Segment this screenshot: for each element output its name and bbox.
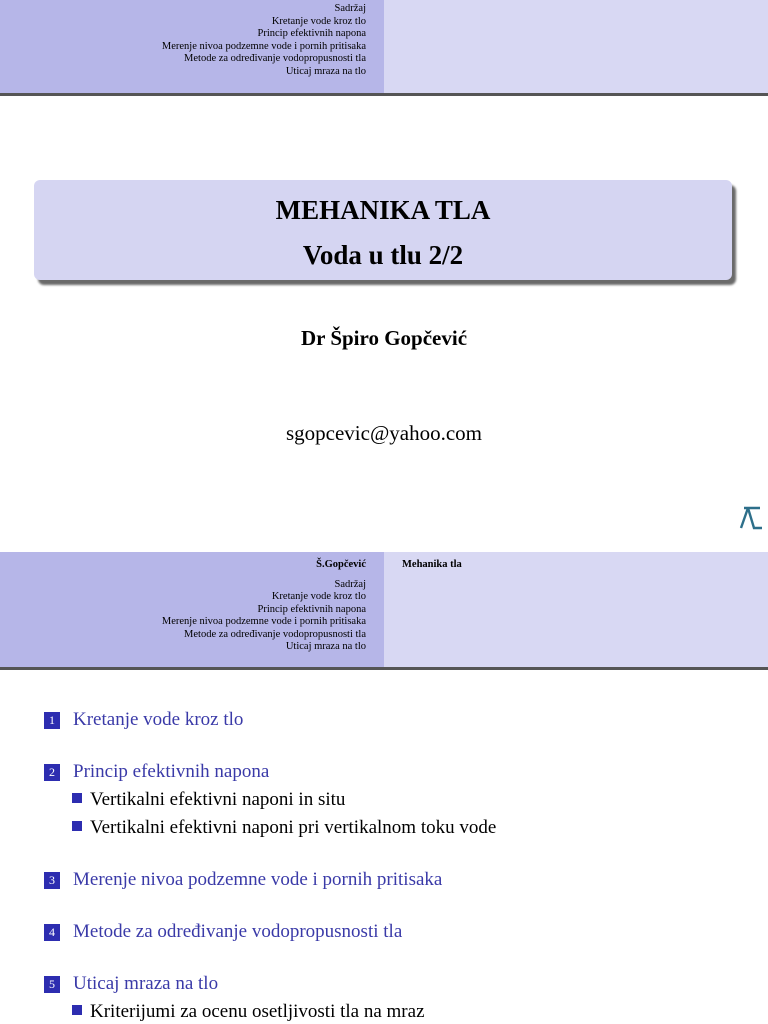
section-number-badge: 5 [44, 976, 60, 993]
title-box [34, 180, 732, 280]
bullet-square-icon [72, 1005, 82, 1015]
toc-subsection[interactable] [72, 817, 496, 839]
section-nav [0, 552, 384, 667]
nav-item-kretanje[interactable]: Kretanje vode kroz tlo [271, 15, 366, 27]
toc-subsection[interactable] [72, 789, 496, 811]
headline-bar [0, 0, 768, 93]
headline-right [384, 0, 768, 93]
toc-section-2[interactable] [44, 761, 496, 783]
contents-slide [0, 552, 768, 1024]
nav-item-merenje[interactable]: Merenje nivoa podzemne vode i pornih pritisaka [161, 40, 366, 52]
section-number-badge: 2 [44, 764, 60, 781]
bullet-square-icon [72, 821, 82, 831]
toc-subsection[interactable] [72, 1001, 496, 1023]
subsection-title: Vertikalni efektivni naponi in situ [90, 789, 346, 810]
bullet-square-icon [72, 793, 82, 803]
nav-item-merenje[interactable]: Merenje nivoa podzemne vode i pornih pritisaka [161, 616, 366, 627]
sigma-logo-icon [738, 498, 766, 540]
headline-right [384, 552, 768, 667]
nav-item-kretanje[interactable]: Kretanje vode kroz tlo [271, 591, 366, 602]
nav-item-sadrzaj[interactable]: Sadržaj [334, 578, 366, 590]
nav-item-uticaj[interactable]: Uticaj mraza na tlo [285, 641, 366, 652]
author-name: Dr Špiro Gopčević [300, 326, 468, 350]
subsection-title: Vertikalni efektivni naponi pri vertikalnom toku vode [90, 817, 497, 838]
table-of-contents [44, 709, 496, 1023]
section-title: Metode za određivanje vodopropusnosti tla [73, 921, 403, 942]
section-title: Kretanje vode kroz tlo [73, 709, 244, 730]
section-number-badge: 1 [44, 712, 60, 729]
author-email[interactable]: sgopcevic@yahoo.com [285, 421, 483, 445]
nav-item-princip[interactable]: Princip efektivnih napona [257, 603, 366, 615]
nav-item-princip[interactable]: Princip efektivnih napona [257, 28, 366, 39]
presentation-subtitle: Voda u tlu 2/2 [302, 240, 464, 270]
toc-section-4[interactable] [44, 921, 496, 943]
presentation-title: MEHANIKA TLA [275, 195, 491, 225]
short-title: Mehanika tla [402, 559, 462, 570]
nav-item-metode[interactable]: Metode za određivanje vodopropusnosti tla [184, 53, 366, 64]
section-nav [0, 0, 384, 93]
toc-section-1[interactable] [44, 709, 496, 731]
section-title: Merenje nivoa podzemne vode i pornih pritisaka [73, 869, 443, 890]
headline-shadow [0, 667, 768, 670]
section-number-badge: 4 [44, 924, 60, 941]
nav-item-uticaj[interactable]: Uticaj mraza na tlo [285, 65, 366, 77]
toc-section-3[interactable] [44, 869, 496, 891]
headline-shadow [0, 93, 768, 96]
nav-item-sadrzaj[interactable]: Sadržaj [334, 3, 366, 14]
section-title: Uticaj mraza na tlo [73, 973, 219, 994]
nav-author: Š.Gopčević [316, 559, 366, 570]
section-title: Princip efektivnih napona [73, 761, 270, 782]
section-number-badge: 3 [44, 872, 60, 889]
toc-section-5[interactable] [44, 973, 496, 995]
subsection-title: Kriterijumi za ocenu osetljivosti tla na mraz [90, 1001, 425, 1022]
nav-item-metode[interactable]: Metode za određivanje vodopropusnosti tla [184, 628, 366, 640]
headline-bar [0, 552, 768, 667]
